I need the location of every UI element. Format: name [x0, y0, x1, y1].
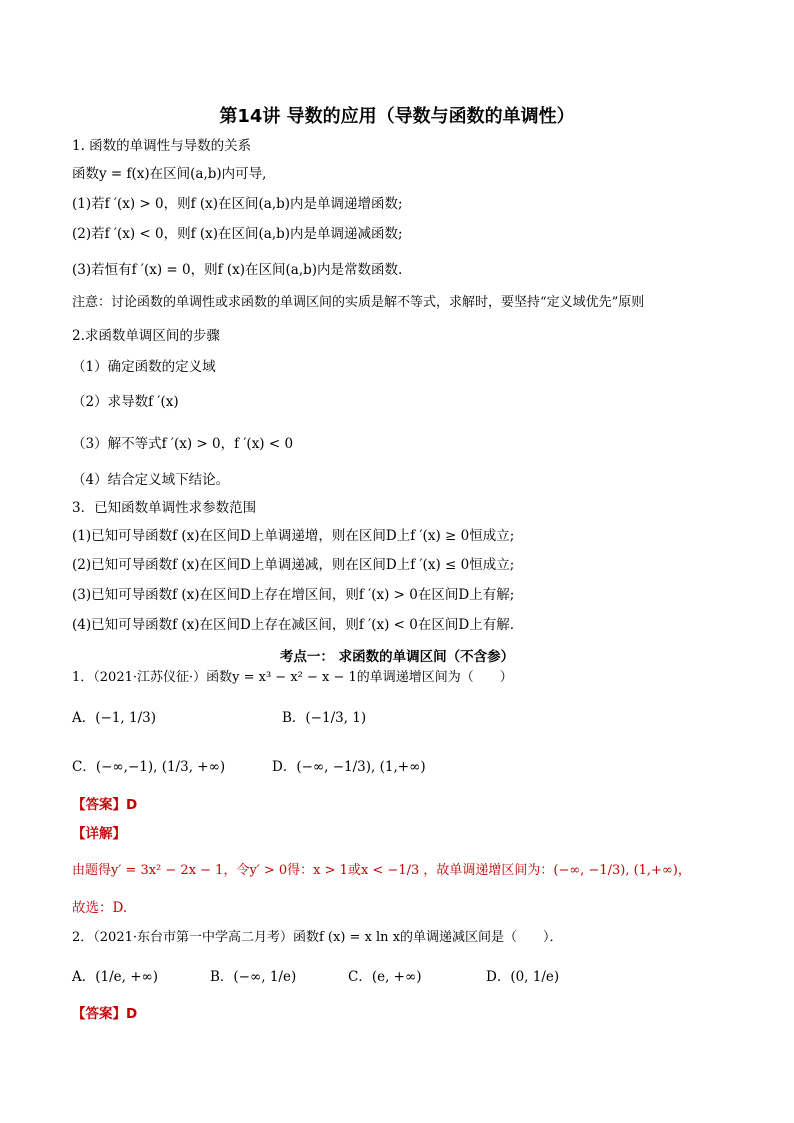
q1-option-a: A．(−1, 1/3) [72, 710, 156, 726]
q1-option-b: B．(−1/3, 1) [282, 710, 367, 726]
q2-option-a: A．(1/e, +∞) [72, 969, 159, 985]
section2-heading: 2.求函数单调区间的步骤 [72, 328, 220, 344]
q2-stem: 2．（2021·东台市第一中学高二月考）函数f (x) = x ln x的单调递减区间是（ ）． [72, 930, 563, 945]
section1-item-2: (2)若f ′(x) < 0，则f (x)在区间(a,b)内是单调递减函数; [72, 226, 403, 242]
section3-item-4: (4)已知可导函数f (x)在区间D上存在减区间，则f ′(x) < 0在区间D上有解. [72, 617, 514, 633]
q1-option-d: D．(−∞, −1/3), (1,+∞) [272, 759, 426, 775]
page-title: 第14讲 导数的应用（导数与函数的单调性） [219, 106, 575, 127]
section1-item-1: (1)若f ′(x) > 0，则f (x)在区间(a,b)内是单调递增函数; [72, 196, 403, 212]
section2-step-3: （3）解不等式f ′(x) > 0，f ′(x) < 0 [72, 436, 294, 452]
q2-option-b: B．(−∞, 1/e) [210, 969, 297, 985]
section3-item-3: (3)已知可导函数f (x)在区间D上存在增区间，则f ′(x) > 0在区间D上有解; [72, 587, 515, 603]
section1-heading: 1. 函数的单调性与导数的关系 [72, 138, 252, 154]
section3-item-2: (2)已知可导函数f (x)在区间D上单调递减，则在区间D上f ′(x) ≤ 0恒成立; [72, 557, 515, 573]
section1-intro: 函数y = f(x)在区间(a,b)内可导, [72, 166, 267, 182]
topic-heading: 考点一： 求函数的单调区间（不含参） [279, 649, 515, 665]
q2-answer: 【答案】D [72, 1006, 138, 1022]
q2-option-c: C．(e, +∞) [348, 969, 422, 985]
section2-step-2: （2）求导数f ′(x) [72, 394, 179, 410]
q1-stem: 1．（2021·江苏仪征·）函数y = x³ − x² − x − 1的单调递增区间为（ ） [72, 670, 513, 685]
q1-detail-label: 【详解】 [72, 826, 126, 842]
q1-answer: 【答案】D [72, 797, 138, 813]
section3-item-1: (1)已知可导函数f (x)在区间D上单调递增，则在区间D上f ′(x) ≥ 0恒成立; [72, 528, 515, 544]
section2-step-4: （4）结合定义域下结论。 [72, 472, 230, 488]
q1-option-c: C．(−∞,−1), (1/3, +∞) [72, 759, 226, 775]
section1-note: 注意：讨论函数的单调性或求函数的单调区间的实质是解不等式，求解时，要坚持“定义域优先”原则 [72, 295, 645, 310]
section3-heading: 3．已知函数单调性求参数范围 [72, 500, 257, 516]
q1-detail: 由题得y′ = 3x² − 2x − 1，令y′ > 0得：x > 1或x < −1/3 ，故单调递增区间为：(−∞, −1/3), (1,+∞)， [72, 863, 691, 878]
section2-step-1: （1）确定函数的定义域 [72, 359, 216, 375]
q1-conclusion: 故选：D. [72, 900, 128, 916]
q2-option-d: D．(0, 1/e) [486, 969, 560, 985]
section1-item-3: (3)若恒有f ′(x) = 0，则f (x)在区间(a,b)内是常数函数. [72, 262, 403, 278]
